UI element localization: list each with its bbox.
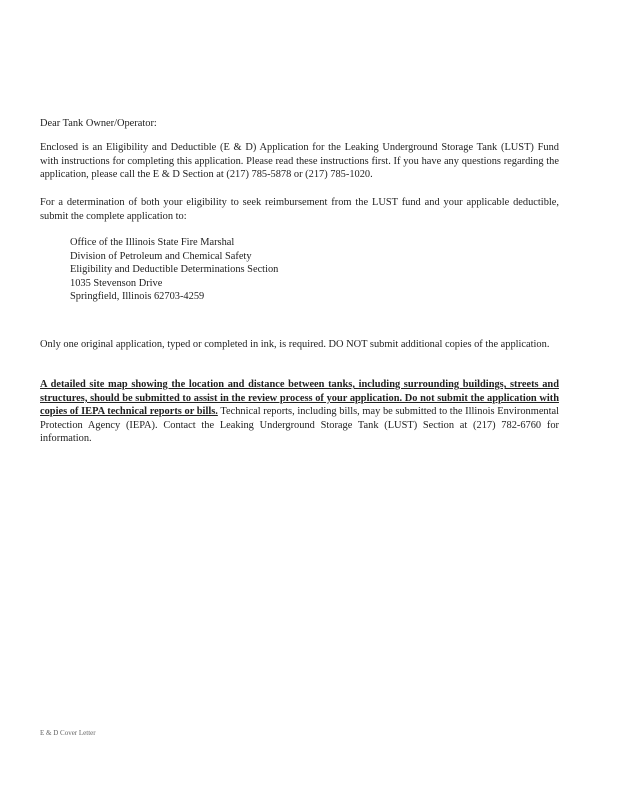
paragraph-submit-instructions: For a determination of both your eligibility to seek reimbursement from the LUST fund and your applicable deductible, submit the complete application to: [40,197,559,222]
paragraph-intro: Enclosed is an Eligibility and Deductible (E & D) Application for the Leaking Underground Storage Tank (LUST) Fund with instructions for completing this application. Please read these instructions first. If you have any questions regarding the application, please call the E & D Section at (217) 785-5878 or (217) 785-1020. [40,142,559,181]
address-line: Eligibility and Deductible Determinations Section [70,264,279,276]
address-line: Springfield, Illinois 62703-4259 [70,291,205,303]
salutation: Dear Tank Owner/Operator: [40,118,157,129]
paragraph-original-copy: Only one original application, typed or completed in ink, is required. DO NOT submit additional copies of the application. [40,339,550,350]
address-line: Office of the Illinois State Fire Marshal [70,237,235,248]
address-line: Division of Petroleum and Chemical Safety [70,250,252,262]
letter-page [40,0,560,800]
footer-label: E & D Cover Letter [40,729,96,737]
mailing-address [70,236,278,304]
site-map-followup: Technical reports, including bills, may be submitted to the Illinois Environmental Protection Agency (IEPA). Contact the Leaking Underground Storage Tank (LUST) Section at (217) 782-6760 for information. [40,406,560,445]
site-map-emphasis: A detailed site map showing the location and distance between tanks, including surrounding buildings, streets and structures, should be submitted to assist in the review process of your application. Do not submit the application with copies of IEPA technical reports or bills. [40,379,559,418]
address-line: 1035 Stevenson Drive [70,277,163,289]
paragraph-site-map [40,378,559,446]
